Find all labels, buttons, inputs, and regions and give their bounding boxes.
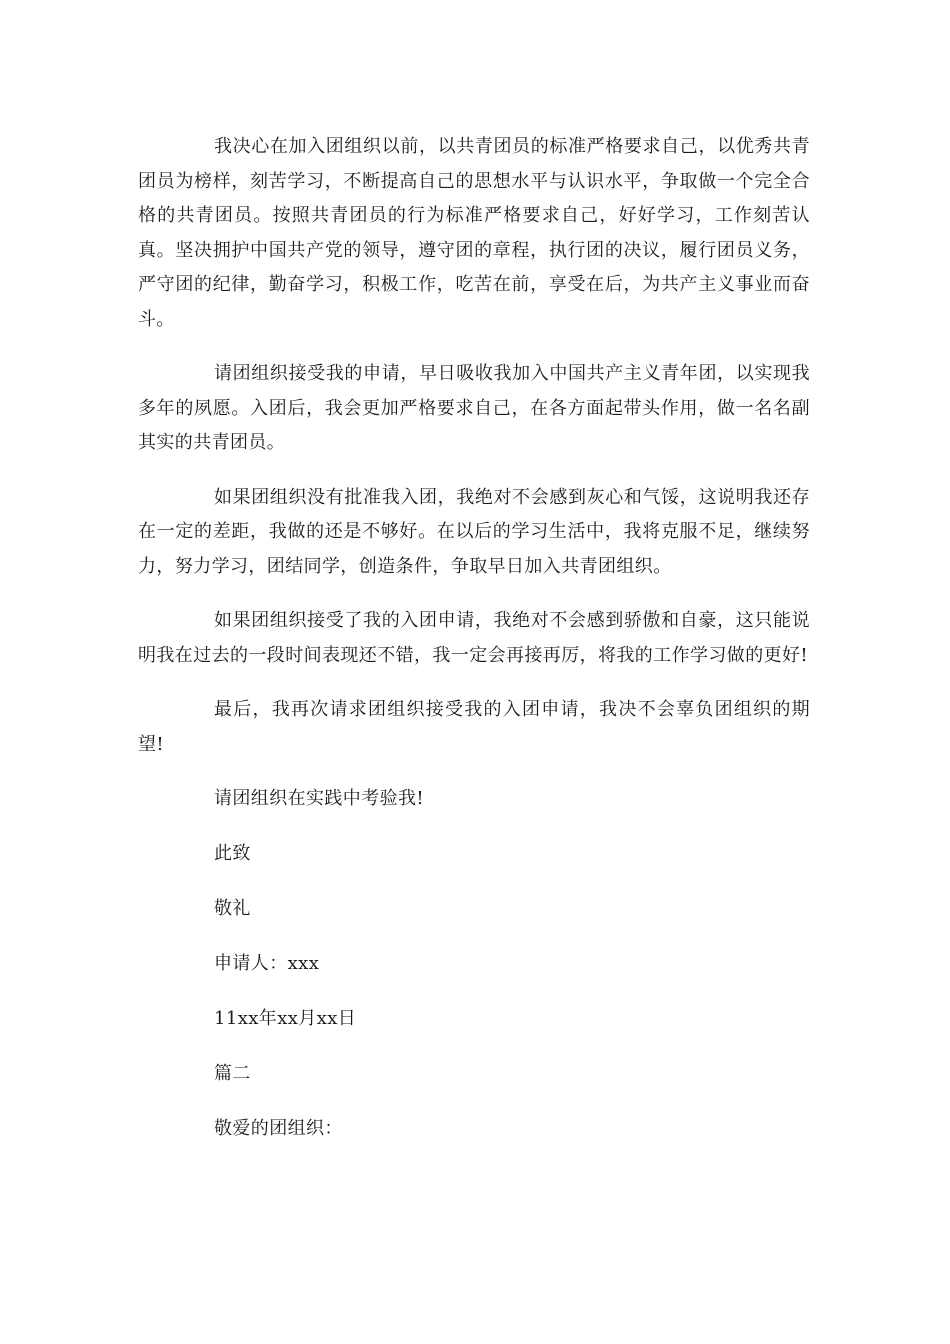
section-title: 篇二 bbox=[214, 1063, 251, 1084]
paragraph-request: 请团组织接受我的申请，早日吸收我加入中国共产主义青年团，以实现我多年的夙愿。入团后，我会更加严格要求自己，在各方面起带头作用，做一名名副其实的共青团员。 bbox=[138, 363, 810, 453]
paragraph-final-request: 最后，我再次请求团组织接受我的入团申请，我决不会辜负团组织的期望! bbox=[138, 699, 810, 755]
letter-greeting: 敬爱的团组织： bbox=[214, 1118, 343, 1139]
paragraph-if-accepted: 如果团组织接受了我的入团申请，我绝对不会感到骄傲和自豪，这只能说明我在过去的一段时间表现还不错，我一定会再接再厉，将我的工作学习做的更好! bbox=[138, 610, 810, 666]
applicant-name: 申请人：xxx bbox=[214, 953, 320, 974]
letter-body bbox=[138, 130, 810, 1167]
application-date: 11xx年xx月xx日 bbox=[214, 1008, 357, 1029]
salutation-line-1: 此致 bbox=[214, 843, 251, 864]
paragraph-resolve: 我决心在加入团组织以前，以共青团员的标准严格要求自己，以优秀共青团员为榜样，刻苦学习，不断提高自己的思想水平与认识水平，争取做一个完全合格的共青团员。按照共青团员的行为标准严格要求自己，好好学习，工作刻苦认真。坚决拥护中国共产党的领导，遵守团的章程，执行团的决议，履行团员义务，严守团的纪律，勤奋学习，积极工作，吃苦在前，享受在后，为共产主义事业而奋斗。 bbox=[138, 136, 810, 330]
paragraph-if-rejected: 如果团组织没有批准我入团，我绝对不会感到灰心和气馁，这说明我还存在一定的差距，我做的还是不够好。在以后的学习生活中，我将克服不足，继续努力，努力学习，团结同学，创造条件，争取早日加入共青团组织。 bbox=[138, 486, 810, 577]
closing-request: 请团组织在实践中考验我! bbox=[214, 788, 425, 809]
salutation-line-2: 敬礼 bbox=[214, 898, 251, 919]
